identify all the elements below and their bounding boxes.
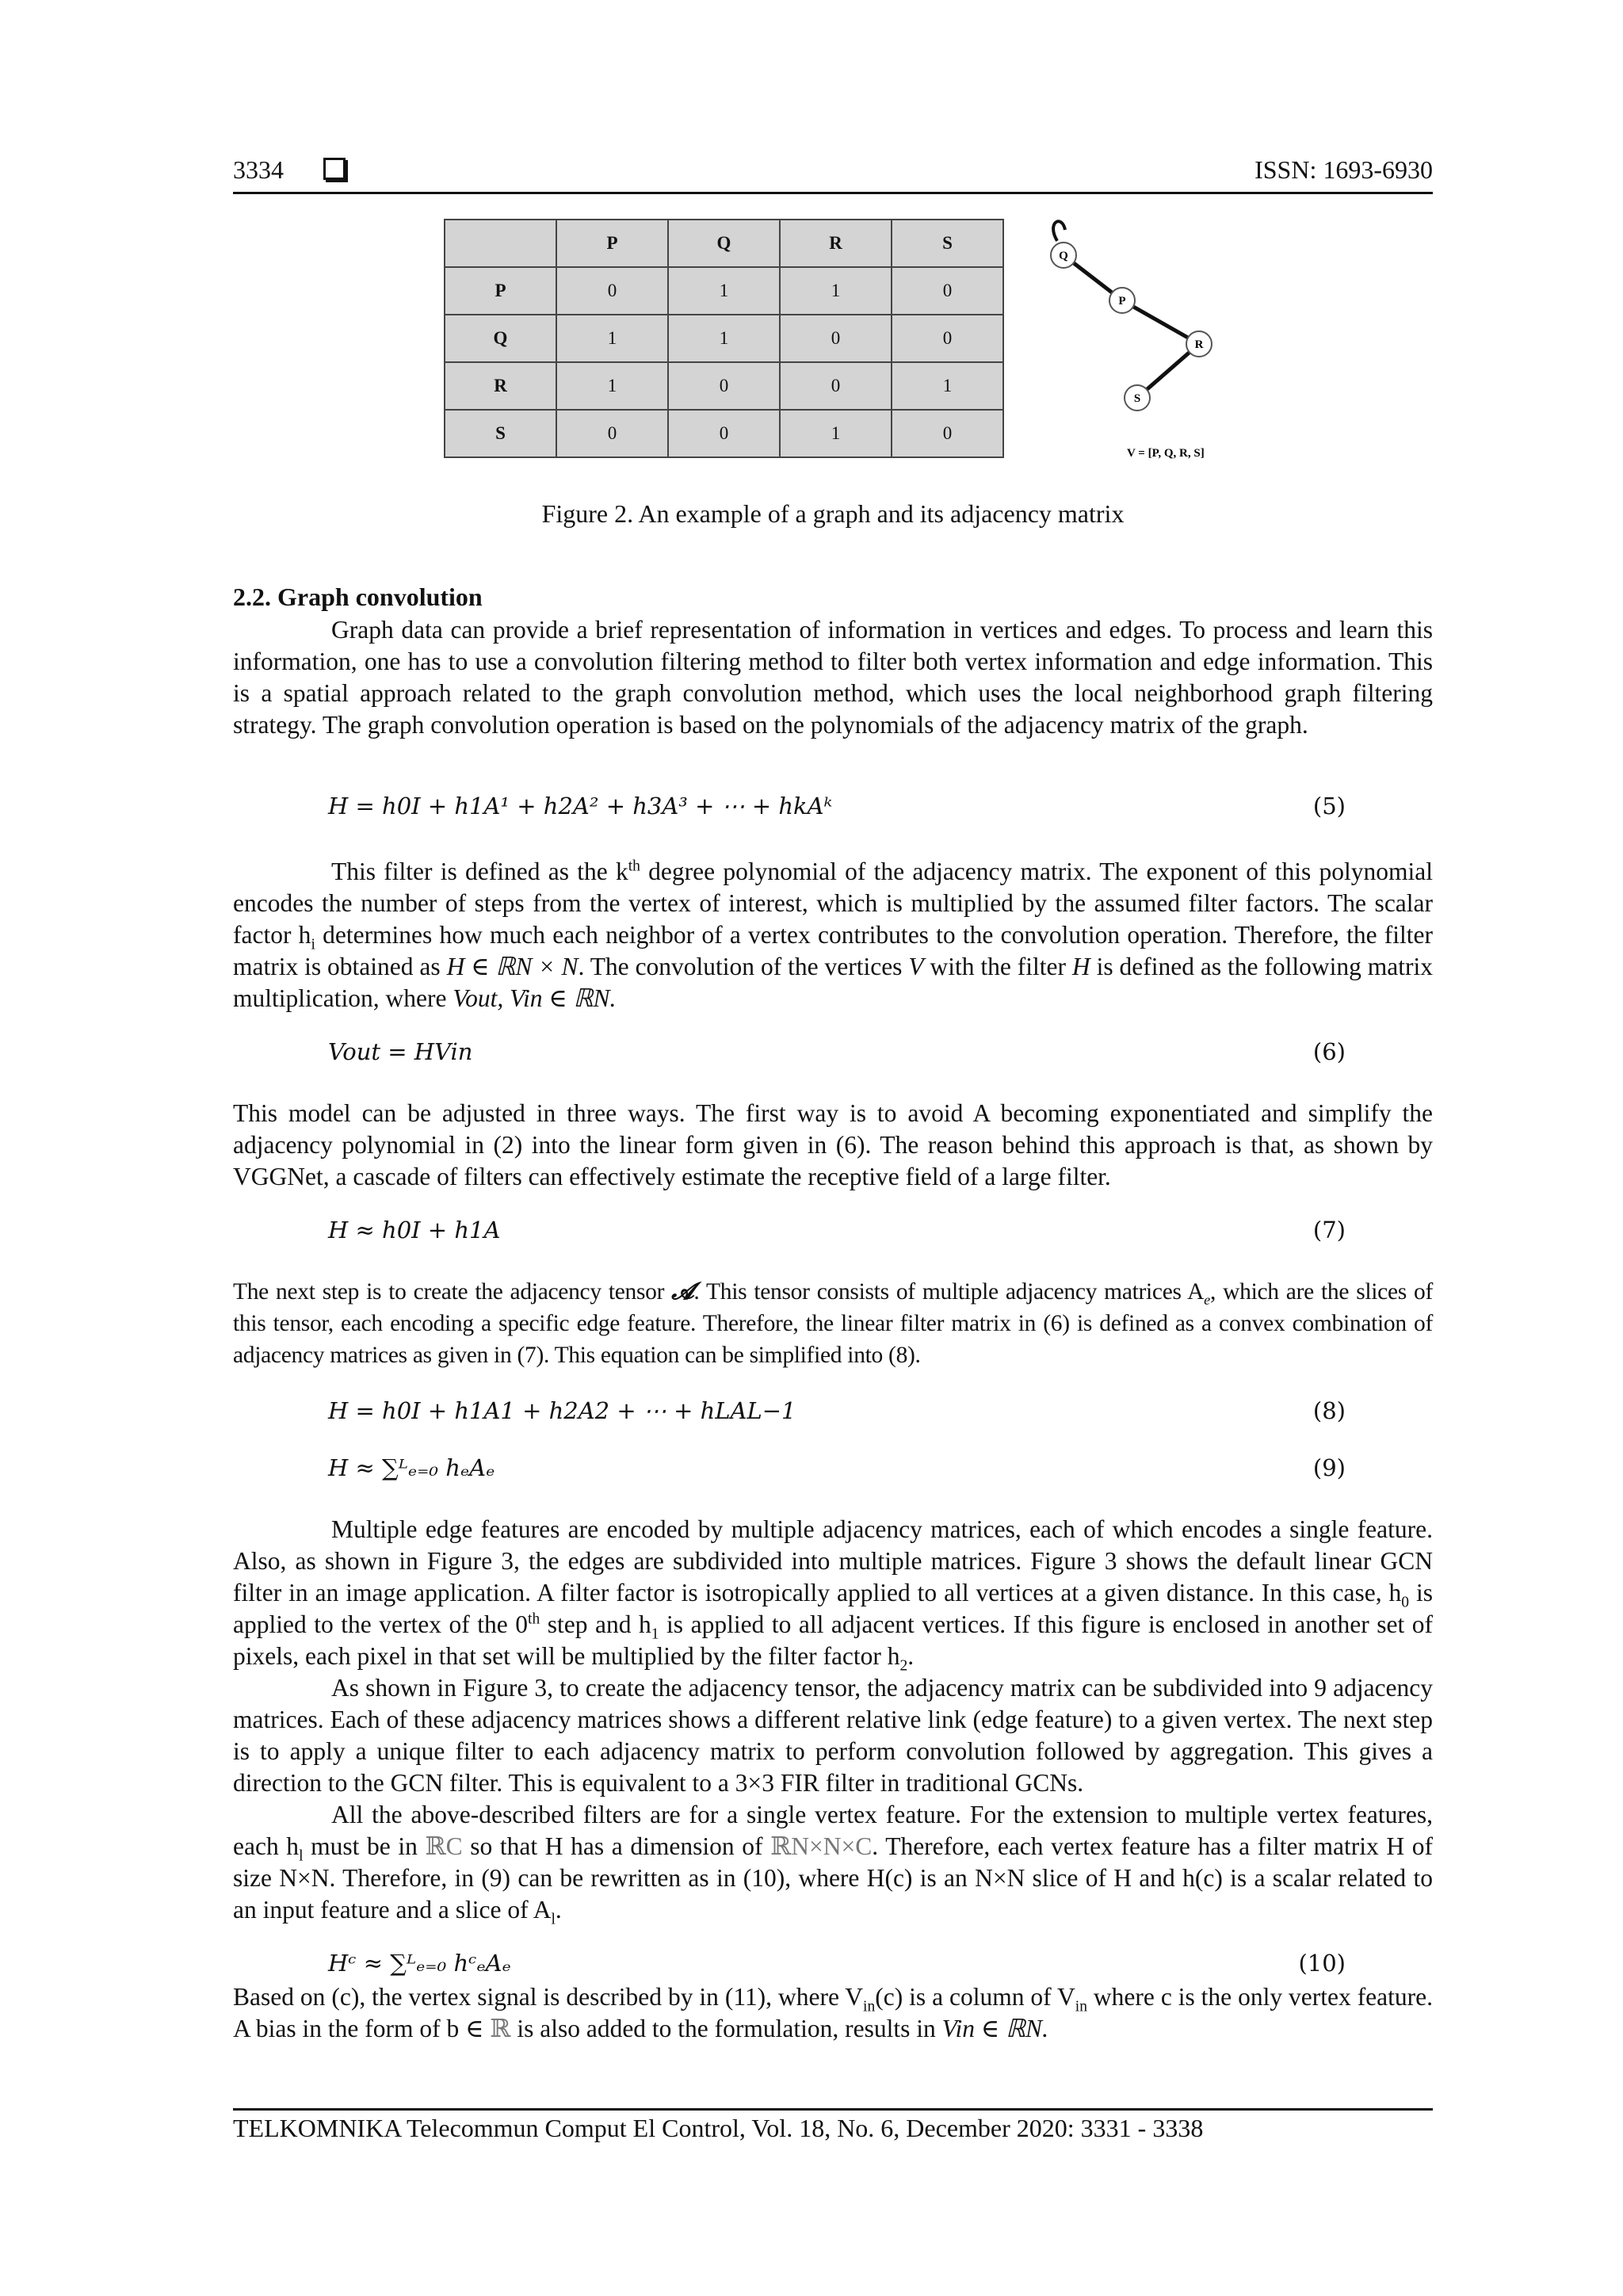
paragraph-1: Graph data can provide a brief representation of information in vertices and edges. To process and learn this information, one has to use a convolution filtering method to filter both vertex information and edge information. This is a spatial approach related to the graph convolution method, which uses the local neighborhood graph filtering strategy. The graph convolution operation is based on the polynomials of the adjacency matrix of the graph. [233, 616, 1433, 739]
header-rule [233, 192, 1433, 194]
equation-5 [233, 793, 1433, 827]
matrix-row-header: R [445, 362, 556, 410]
section-heading: 2.2. Graph convolution [233, 583, 483, 611]
equation-number: (5) [1312, 793, 1346, 819]
equation-6 [233, 1038, 1433, 1073]
matrix-cell: 1 [780, 410, 892, 457]
matrix-cell: 0 [780, 362, 892, 410]
matrix-cell: 0 [892, 410, 1003, 457]
node-s [1125, 385, 1150, 411]
equation-number: (10) [1298, 1950, 1346, 1977]
equation-expression: Vout = HVin [328, 1038, 473, 1065]
matrix-cell: 1 [556, 315, 668, 362]
equation-9 [233, 1454, 1433, 1489]
matrix-row [445, 315, 1003, 362]
equation-number: (6) [1312, 1038, 1346, 1065]
matrix-corner [445, 220, 556, 267]
paragraph-8: Based on (c), the vertex signal is described by in (11), where $V_{in}(c)$ is a column of $V_{in}$ where c is the only vertex feature. A bias in the form of b ∈ ℝ is also added to the formulation, results in Vin ∈ ℝN. [233, 1983, 1433, 2042]
svg-text:S: S [1133, 392, 1141, 405]
adjacency-matrix-table [444, 219, 1004, 458]
matrix-cell: 0 [780, 315, 892, 362]
matrix-cell: 0 [668, 362, 780, 410]
paragraph-3: This model can be adjusted in three ways. The first way is to avoid A becoming exponentiated and simplify the adjacency polynomial in (2) into the linear form given in (6). The reason behind this approach is that, as shown by VGGNet, a cascade of filters can effectively estimate the receptive field of a large filter. [233, 1099, 1433, 1190]
paragraph-5: Multiple edge features are encoded by multiple adjacency matrices, each of which encodes a single feature. Also, as shown in Figure 3, the edges are subdivided into multiple matrices. Figure 3 shows the default linear GCN filter in an image application. A filter factor is isotropically applied to all vertices at a given distance. In this case, $h_0$ is applied to the vertex of the 0th step and $h_1$ is applied to all adjacent vertices. If this figure is enclosed in another set of pixels, each pixel in that set will be multiplied by the filter factor $h_2$. [233, 1515, 1434, 1675]
matrix-cell: 1 [892, 362, 1003, 410]
matrix-col-header: R [780, 220, 892, 267]
footer-rule [233, 2108, 1433, 2111]
paragraph-2: This filter is defined as the $k^{th}$ degree polynomial of the adjacency matrix. The exponent of this polynomial encodes the number of steps from the vertex of interest, which is multiplied by the assumed filter factors. The scalar factor $h_i$ determines how much each neighbor of a vertex contributes to the convolution operation. Therefore, the filter matrix is obtained as H ∈ ℝN × N. The convolution of the vertices V with the filter H is defined as the following matrix multiplication, where Vout, Vin ∈ ℝN. [233, 858, 1434, 1012]
matrix-cell: 1 [556, 362, 668, 410]
matrix-col-header: P [556, 220, 668, 267]
equation-number: (7) [1312, 1217, 1346, 1244]
square-bullet-icon [323, 158, 346, 180]
svg-text:R: R [1194, 338, 1204, 351]
issn: ISSN: 1693-6930 [1254, 155, 1433, 184]
equation-expression: H = ℎ0I + ℎ1A¹ + ℎ2A² + ℎ3A³ + ⋯ + ℎkAᵏ [328, 793, 833, 819]
matrix-cell: 1 [668, 315, 780, 362]
page-footer: TELKOMNIKA Telecommun Comput El Control, Vol. 18, No. 6, December 2020: 3331 - 3338 [233, 2114, 1204, 2142]
equation-8 [233, 1397, 1433, 1432]
page-header [233, 155, 1433, 192]
graph-diagram [1030, 214, 1268, 476]
figure-caption: Figure 2. An example of a graph and its adjacency matrix [541, 499, 1125, 528]
equation-10 [233, 1950, 1433, 1985]
matrix-cell: 0 [556, 410, 668, 457]
matrix-row-header: Q [445, 315, 556, 362]
self-loop-q [1053, 221, 1065, 241]
node-q [1051, 243, 1076, 268]
matrix-header-row [445, 220, 1003, 267]
equation-expression: H ≈ ∑ᴸₑ₌₀ hₑAₑ [328, 1454, 495, 1481]
svg-text:P: P [1118, 295, 1126, 308]
equation-7 [233, 1217, 1433, 1251]
matrix-col-header: S [892, 220, 1003, 267]
matrix-cell: 0 [556, 267, 668, 315]
matrix-cell: 1 [668, 267, 780, 315]
paragraph-7: All the above-described filters are for a single vertex feature. For the extension to multiple vertex features, each $h_l$ must be in ℝC so that H has a dimension of ℝN×N×C. Therefore, each vertex feature has a filter matrix H of size N×N. Therefore, in (9) can be rewritten as in (10), where H(c) is an N×N slice of H and h(c) is a scalar related to an input feature and a slice of $A_l$. [233, 1801, 1434, 1928]
matrix-row-header: S [445, 410, 556, 457]
vertex-set-label: V = [P, Q, R, S] [1127, 447, 1205, 460]
node-r [1186, 331, 1212, 357]
matrix-cell: 0 [892, 267, 1003, 315]
paragraph-6: As shown in Figure 3, to create the adjacency tensor, the adjacency matrix can be subdivided into 9 adjacency matrices. Each of these adjacency matrices shows a different relative link (edge feature) to a given vertex. The next step is to apply a unique filter to each adjacency matrix to perform convolution followed by aggregation. This gives a direction to the GCN filter. This is equivalent to a 3×3 FIR filter in traditional GCNs. [233, 1674, 1433, 1797]
matrix-row [445, 267, 1003, 315]
equation-expression: Hᶜ ≈ ∑ᴸₑ₌₀ hᶜₑAₑ [328, 1950, 511, 1977]
equation-expression: H ≈ ℎ0I + ℎ1A [328, 1217, 501, 1244]
equation-expression: H = ℎ0I + ℎ1A1 + ℎ2A2 + ⋯ + ℎLAL−1 [328, 1397, 796, 1424]
paragraph-4: The next step is to create the adjacency tensor 𝓐. This tensor consists of multiple adjacency matrices $A_e$, which are the slices of this tensor, each encoding a specific edge feature. Therefore, the linear filter matrix in (6) is defined as a convex combination of adjacency matrices as given in (7). This equation can be simplified into (8). [233, 1279, 1433, 1368]
matrix-row-header: P [445, 267, 556, 315]
equation-number: (8) [1312, 1397, 1346, 1424]
matrix-row [445, 362, 1003, 410]
node-p [1109, 288, 1135, 313]
matrix-cell: 0 [892, 315, 1003, 362]
matrix-cell: 0 [668, 410, 780, 457]
matrix-cell: 1 [780, 267, 892, 315]
page-number: 3334 [233, 155, 284, 184]
svg-text:Q: Q [1059, 250, 1068, 262]
matrix-row [445, 410, 1003, 457]
equation-number: (9) [1312, 1454, 1346, 1481]
matrix-col-header: Q [668, 220, 780, 267]
